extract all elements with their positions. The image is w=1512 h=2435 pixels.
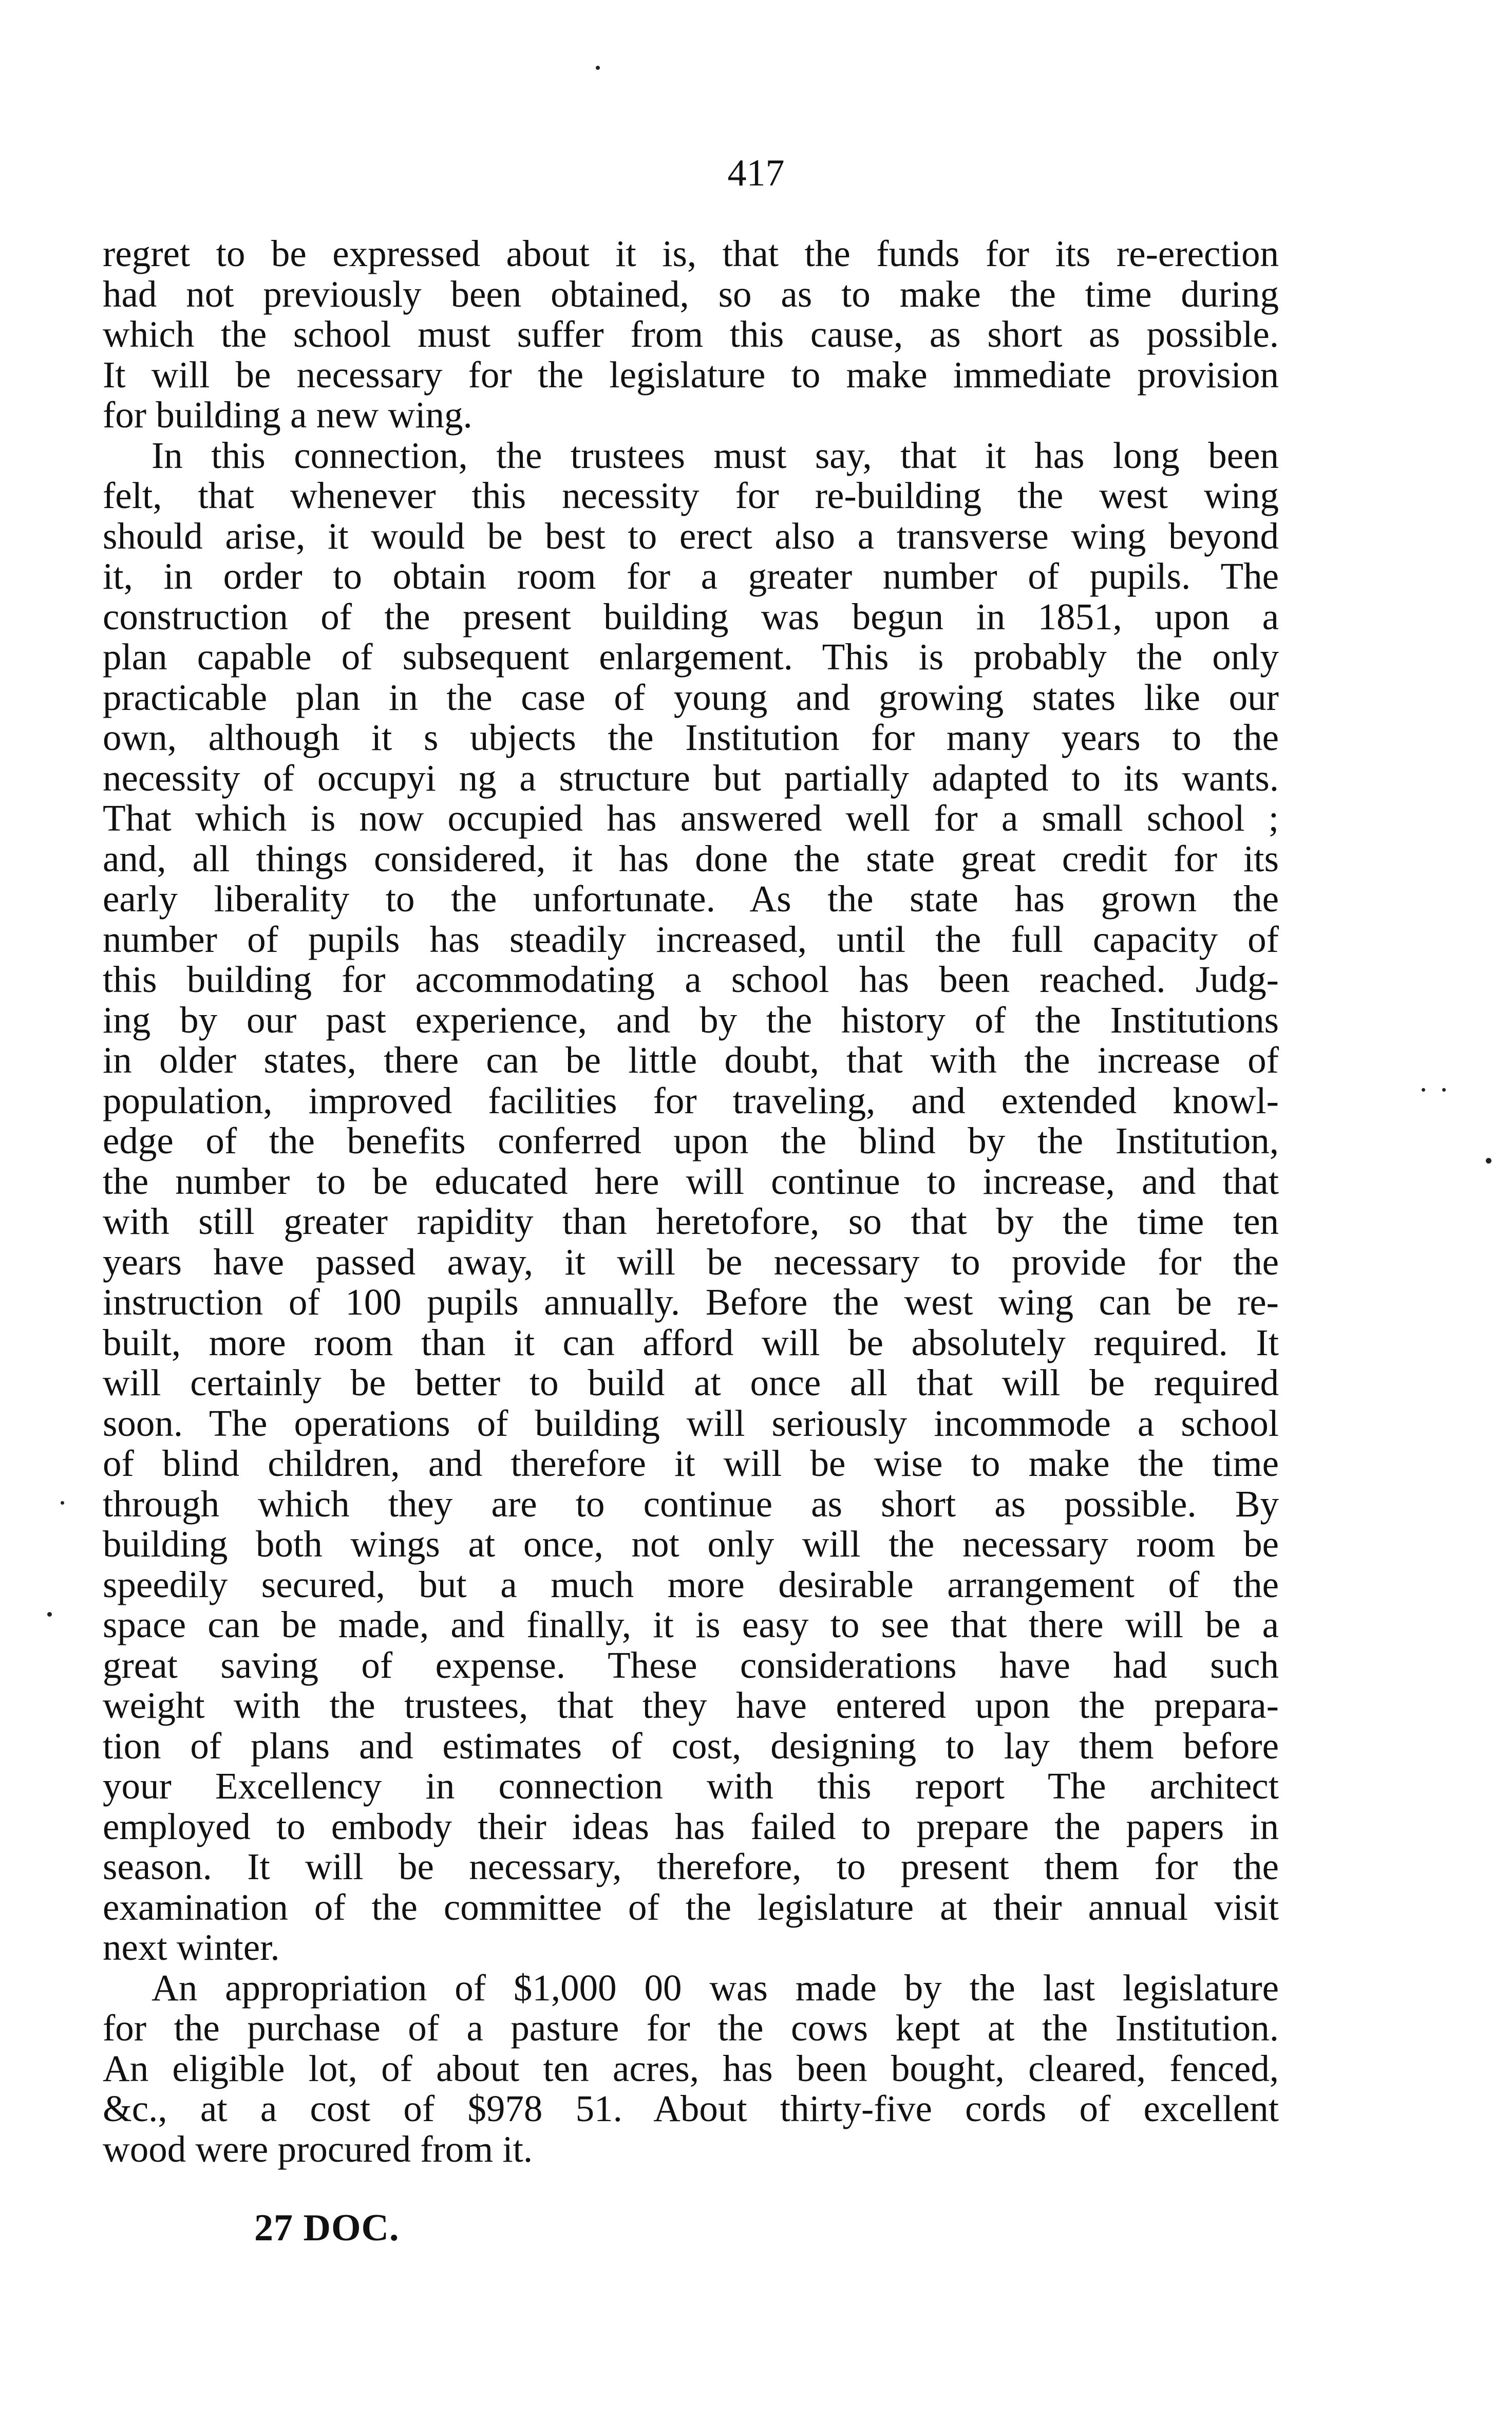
text-line: with still greater rapidity than heretofore, so that by the time ten (103, 1201, 1279, 1242)
text-line: great saving of expense. These considerations have had such (103, 1644, 1279, 1686)
text-line: your Excellency in connection with this report The architect (103, 1765, 1279, 1807)
text-line: early liberality to the unfortunate. As the state has grown the (103, 878, 1279, 920)
page-number: 417 (727, 152, 785, 194)
text-line: edge of the benefits conferred upon the blind by the Institution, (103, 1120, 1279, 1162)
text-line: An eligible lot, of about ten acres, has been bought, cleared, fenced, (103, 2047, 1279, 2089)
print-speck (1486, 1158, 1491, 1164)
body-text (103, 234, 1279, 2169)
text-line: tion of plans and estimates of cost, designing to lay them before (103, 1725, 1279, 1767)
text-line: space can be made, and finally, it is easy to see that there will be a (103, 1604, 1279, 1645)
text-line: wood were procured from it. (103, 2128, 533, 2170)
text-line: will certainly be better to build at once all that will be required (103, 1362, 1279, 1403)
text-line: speedily secured, but a much more desirable arrangement of the (103, 1563, 1279, 1605)
text-line: practicable plan in the case of young and growing states like our (103, 676, 1279, 718)
text-line: had not previously been obtained, so as to make the time during (103, 273, 1279, 315)
text-line: number of pupils has steadily increased, until the full capacity of (103, 918, 1279, 960)
text-line: this building for accommodating a school has been reached. Judg- (103, 959, 1279, 1000)
text-line: population, improved facilities for traveling, and extended knowl- (103, 1079, 1279, 1121)
print-speck (1442, 1088, 1446, 1092)
text-line: in older states, there can be little doubt, that with the increase of (103, 1039, 1279, 1081)
print-speck (596, 66, 600, 70)
text-line: necessity of occupyi ng a structure but partially adapted to its wants. (103, 757, 1279, 799)
text-line: examination of the committee of the legislature at their annual visit (103, 1886, 1279, 1928)
text-line: built, more room than it can afford will be absolutely required. It (103, 1321, 1279, 1363)
text-line: It will be necessary for the legislature to make immediate provision (103, 353, 1279, 396)
text-line: &c., at a cost of $978 51. About thirty-five cords of excellent (103, 2088, 1279, 2129)
text-line: ing by our past experience, and by the history of the Institutions (103, 999, 1279, 1041)
text-line: plan capable of subsequent enlargement. This is probably the only (103, 636, 1279, 678)
print-speck (47, 1612, 52, 1617)
text-line: of blind children, and therefore it will be wise to make the time (103, 1443, 1279, 1484)
text-line: soon. The operations of building will seriously incommode a school (103, 1402, 1279, 1444)
text-line: season. It will be necessary, therefore, to present them for the (103, 1846, 1279, 1887)
text-line: the number to be educated here will continue to increase, and that (103, 1160, 1279, 1202)
text-line: years have passed away, it will be necessary to provide for the (103, 1241, 1279, 1283)
text-line: it, in order to obtain room for a greater number of pupils. The (103, 555, 1279, 597)
text-line: building both wings at once, not only will the necessary room be (103, 1523, 1279, 1565)
text-line: employed to embody their ideas has failed to prepare the papers in (103, 1805, 1279, 1847)
text-line: for building a new wing. (103, 394, 472, 436)
text-line: That which is now occupied has answered well for a small school ; (103, 797, 1279, 839)
text-line: own, although it s ubjects the Institution for many years to the (103, 717, 1279, 758)
text-line: felt, that whenever this necessity for re-building the west wing (103, 475, 1279, 516)
text-line: In this connection, the trustees must say, that it has long been (152, 434, 1279, 476)
text-line: construction of the present building was begun in 1851, upon a (103, 595, 1279, 638)
text-line: through which they are to continue as short as possible. By (103, 1483, 1279, 1525)
page-footer-signature: 27 DOC. (254, 2207, 400, 2249)
text-line: next winter. (103, 1926, 280, 1968)
text-line: weight with the trustees, that they have entered upon the prepara- (103, 1684, 1279, 1726)
text-line: and, all things considered, it has done the state great credit for its (103, 837, 1279, 879)
print-speck (61, 1501, 64, 1505)
print-speck (1422, 1088, 1425, 1092)
text-line: which the school must suffer from this cause, as short as possible. (103, 313, 1279, 355)
text-line: instruction of 100 pupils annually. Before the west wing can be re- (103, 1281, 1279, 1323)
text-line: should arise, it would be best to erect also a transverse wing beyond (103, 515, 1279, 557)
text-line: for the purchase of a pasture for the cows kept at the Institution. (103, 2007, 1279, 2049)
text-line: regret to be expressed about it is, that the funds for its re-erection (103, 233, 1279, 274)
text-line: An appropriation of $1,000 00 was made by the last legislature (152, 1966, 1279, 2009)
